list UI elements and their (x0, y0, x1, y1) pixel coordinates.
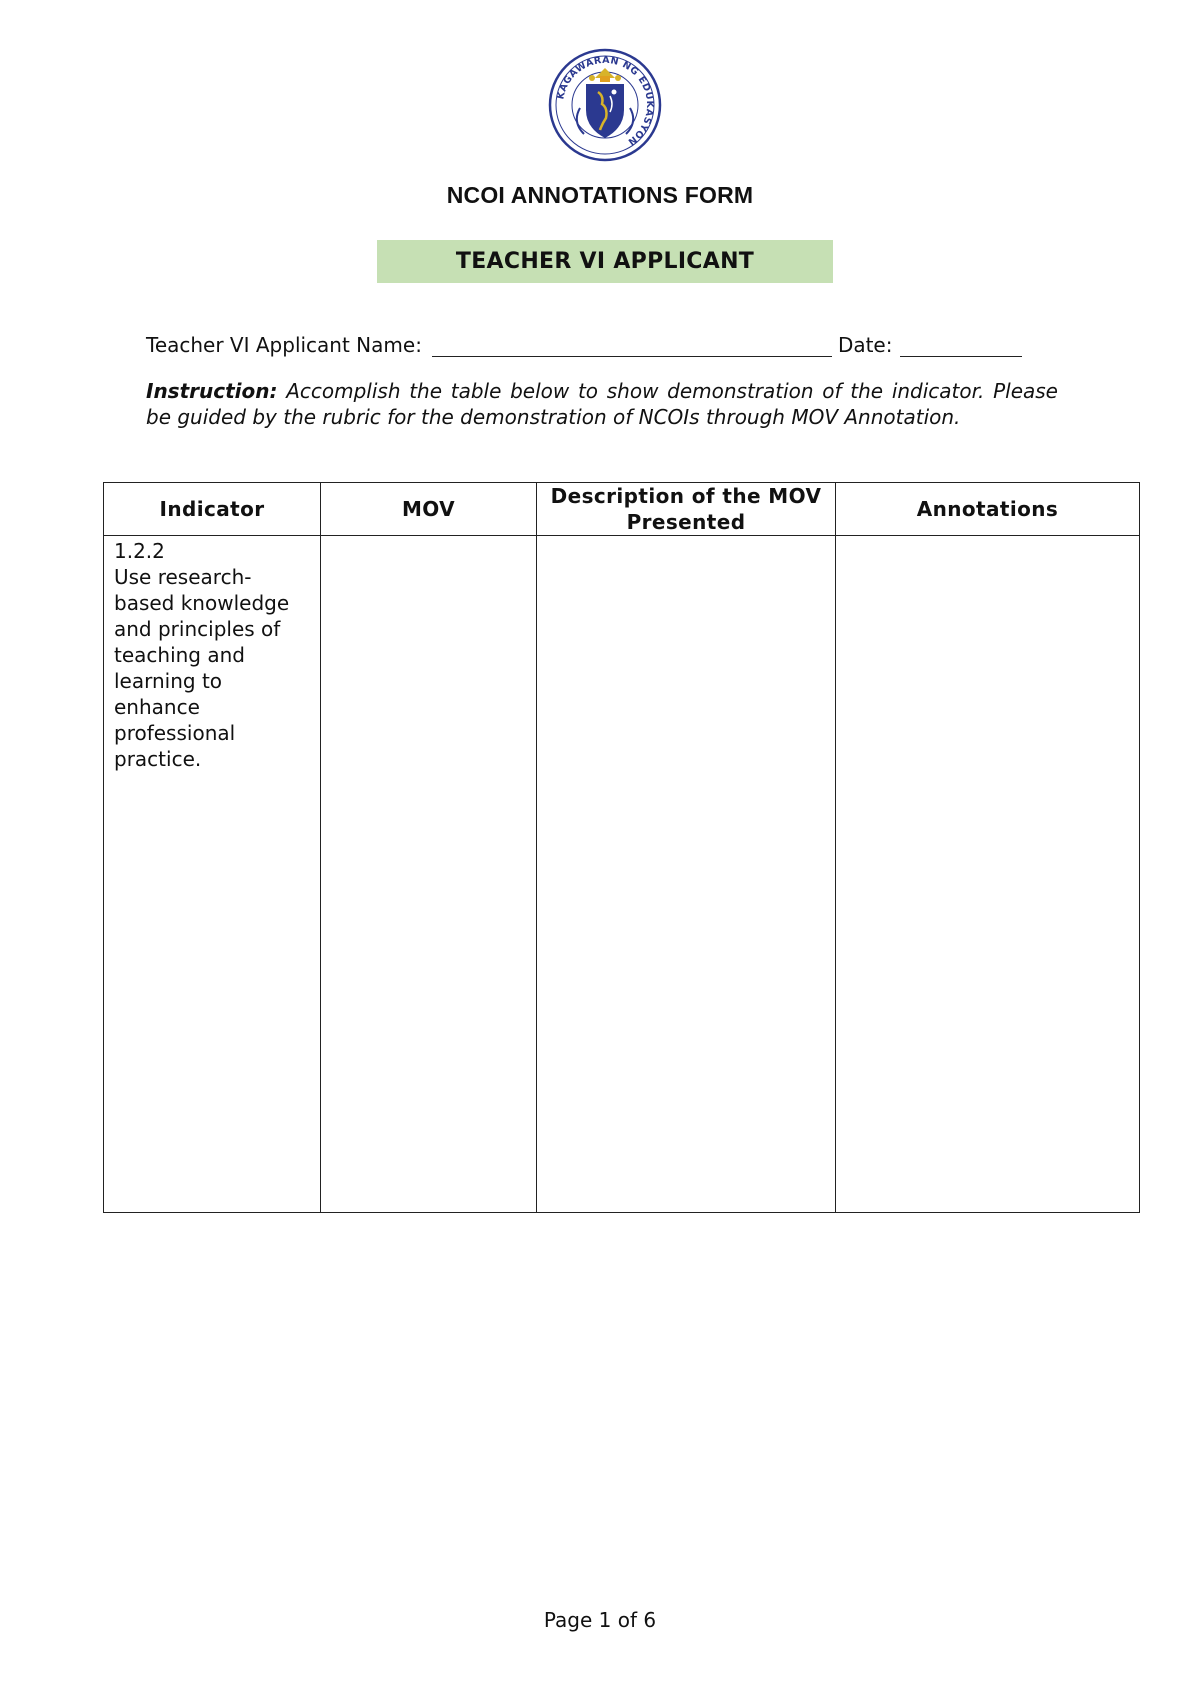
instruction-label: Instruction: (146, 379, 278, 403)
indicator-cell (104, 536, 321, 1213)
applicant-name-field[interactable] (432, 332, 832, 357)
date-label: Date: (837, 333, 893, 357)
mov-cell[interactable] (321, 536, 537, 1213)
table-header-row (104, 483, 1140, 536)
header-description: Description of the MOV Presented (537, 483, 836, 536)
header-mov: MOV (321, 483, 537, 536)
page-number: Page 1 of 6 (543, 1608, 657, 1632)
table-row (104, 536, 1140, 1213)
seal-ring-text: KAGAWARAN NG EDUKASYON (555, 54, 656, 148)
indicator-code: 1.2.2 (114, 539, 165, 563)
indicator-text: Use research-based knowledge and principles of teaching and learning to enhance professional practice. (114, 565, 290, 771)
form-title: NCOI ANNOTATIONS FORM (446, 182, 754, 208)
instruction-text: Accomplish the table below to show demonstration of the indicator. Please be guided by the rubric for the demonstration of NCOIs through MOV Annotation. (146, 379, 1058, 429)
deped-seal-logo (548, 48, 662, 162)
applicant-type-banner: TEACHER VI APPLICANT (377, 240, 833, 283)
date-field[interactable] (900, 332, 1022, 357)
description-cell[interactable] (537, 536, 836, 1213)
applicant-info-line (146, 327, 1056, 357)
header-indicator: Indicator (104, 483, 321, 536)
annotations-cell[interactable] (836, 536, 1140, 1213)
seal-icon (548, 48, 662, 162)
instruction-paragraph (146, 378, 1058, 430)
annotations-table (103, 482, 1140, 1213)
applicant-name-label: Teacher VI Applicant Name: (146, 333, 422, 357)
header-annotations: Annotations (836, 483, 1140, 536)
